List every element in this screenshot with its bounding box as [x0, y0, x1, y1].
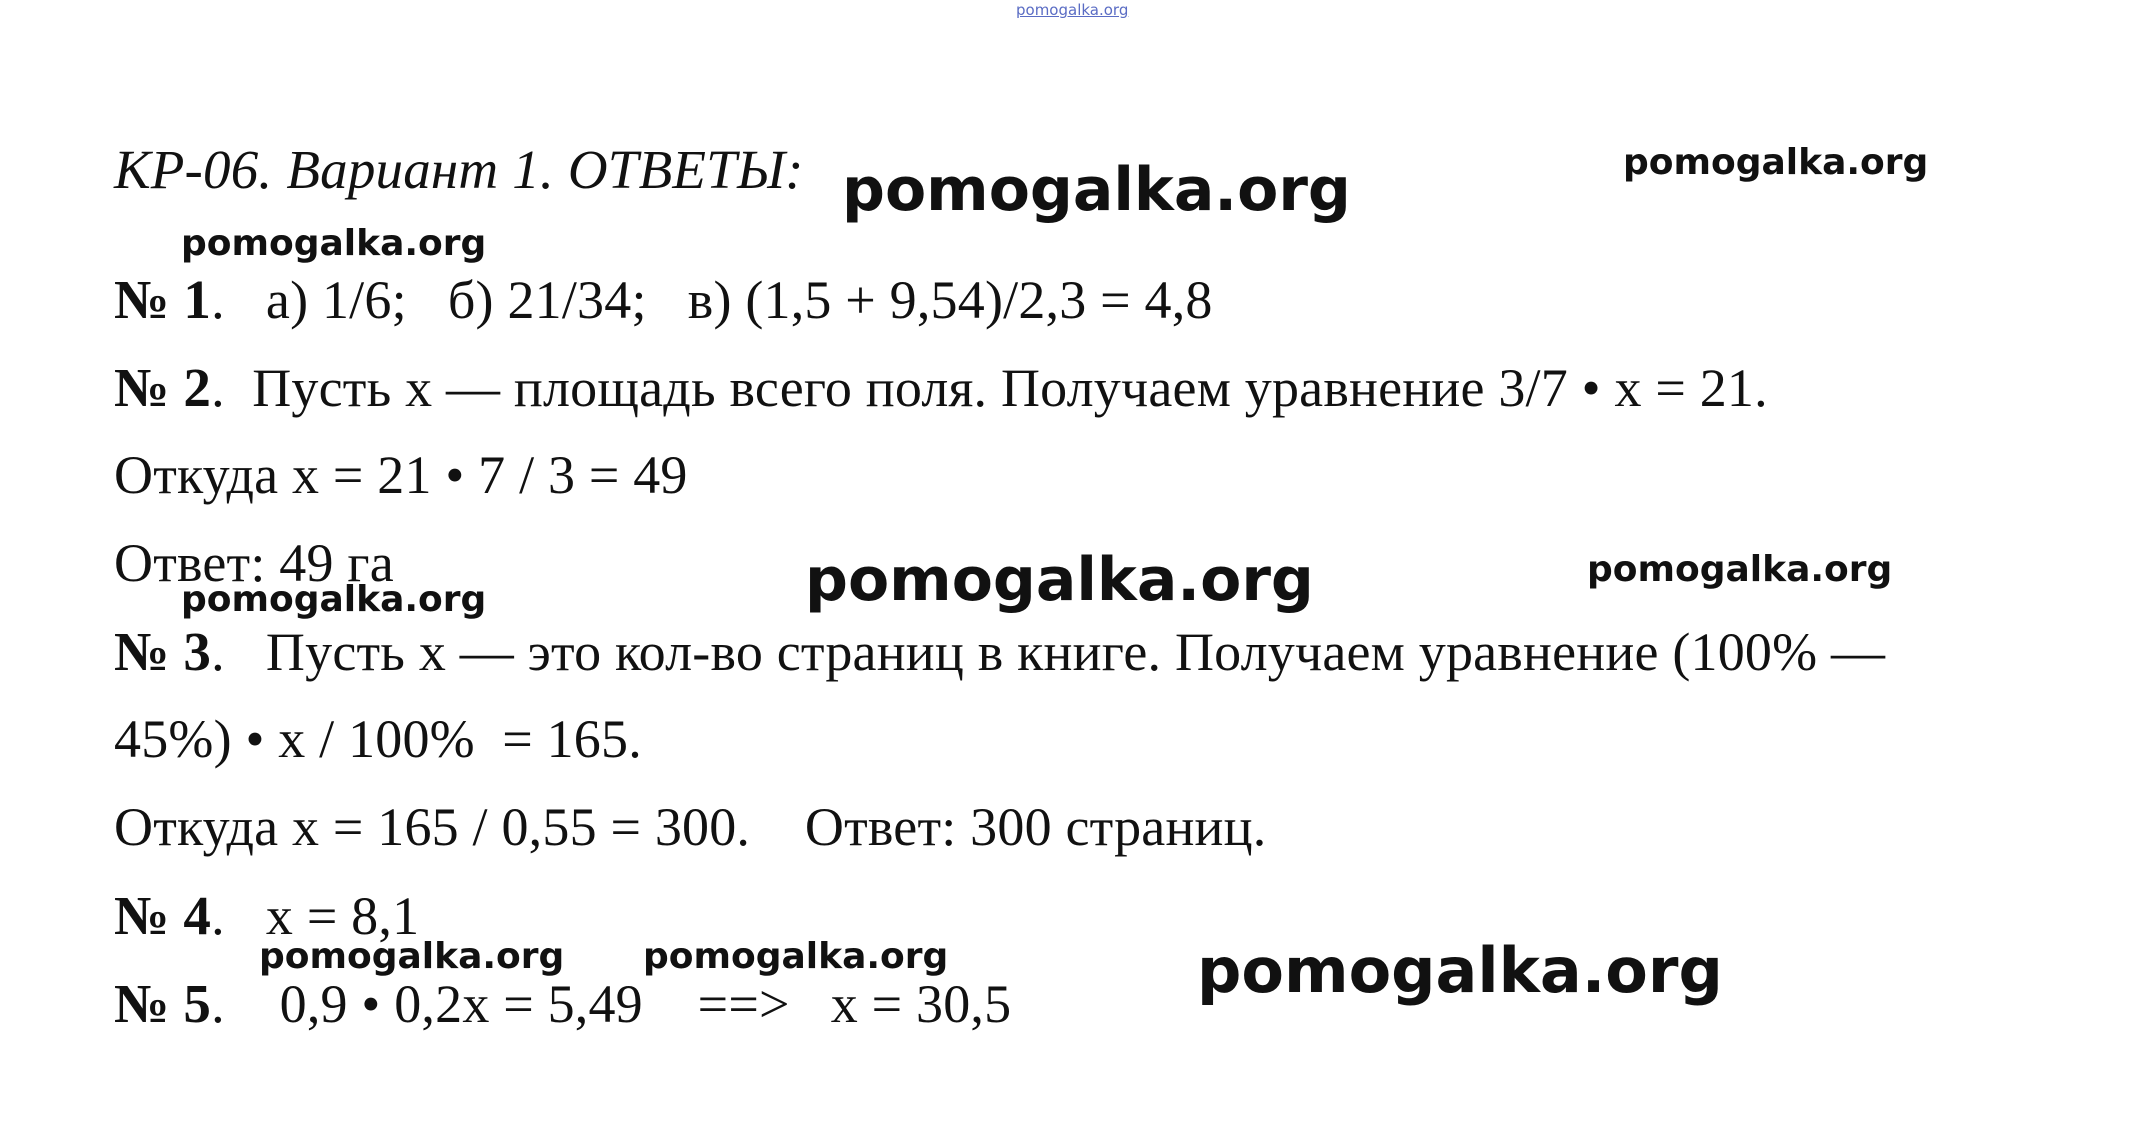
answer-3 — [114, 621, 1886, 682]
page-title: КР-06. Вариант 1. ОТВЕТЫ: — [114, 139, 804, 200]
watermark-mid-right: pomogalka.org — [1587, 549, 1893, 590]
answer-2-number: № 2 — [114, 357, 212, 418]
answer-5-number: № 5 — [114, 973, 212, 1034]
watermark-mid-big: pomogalka.org — [805, 545, 1314, 615]
watermark-top-small: pomogalka.org — [1016, 1, 1129, 19]
answer-4-number: № 4 — [114, 885, 212, 946]
answer-2-text: . Пусть х — площадь всего поля. Получаем уравнение 3/7 • х = 21. — [211, 358, 1768, 418]
watermark-top-right: pomogalka.org — [1623, 142, 1929, 183]
answer-3-number: № 3 — [114, 621, 212, 682]
watermark-n5-left: pomogalka.org — [259, 936, 565, 977]
answer-5-text: . 0,9 • 0,2х = 5,49 ==> х = 30,5 — [211, 974, 1012, 1034]
answer-2-solution: Откуда х = 21 • 7 / 3 = 49 — [114, 445, 688, 505]
answer-3-solution: Откуда х = 165 / 0,55 = 300. Ответ: 300 страниц. — [114, 797, 1267, 857]
answer-1 — [114, 269, 1213, 330]
answer-1-text: . а) 1/6; б) 21/34; в) (1,5 + 9,54)/2,3 = 4,8 — [211, 270, 1213, 330]
watermark-above-n1: pomogalka.org — [181, 223, 487, 264]
watermark-n5-mid: pomogalka.org — [643, 936, 949, 977]
answer-2-result: Ответ: 49 га — [114, 533, 394, 593]
answer-1-number: № 1 — [114, 269, 212, 330]
answer-4 — [114, 885, 420, 946]
answer-3-continuation: 45%) • х / 100% = 165. — [114, 709, 642, 769]
watermark-title-big: pomogalka.org — [842, 155, 1351, 225]
answer-3-text: . Пусть х — это кол-во страниц в книге. Получаем уравнение (100% — — [211, 622, 1886, 682]
answer-5 — [114, 973, 1012, 1034]
watermark-bottom-big: pomogalka.org — [1197, 934, 1723, 1007]
answer-2 — [114, 357, 1768, 418]
answer-4-text: . х = 8,1 — [211, 886, 420, 946]
watermark-above-n3: pomogalka.org — [181, 579, 487, 620]
